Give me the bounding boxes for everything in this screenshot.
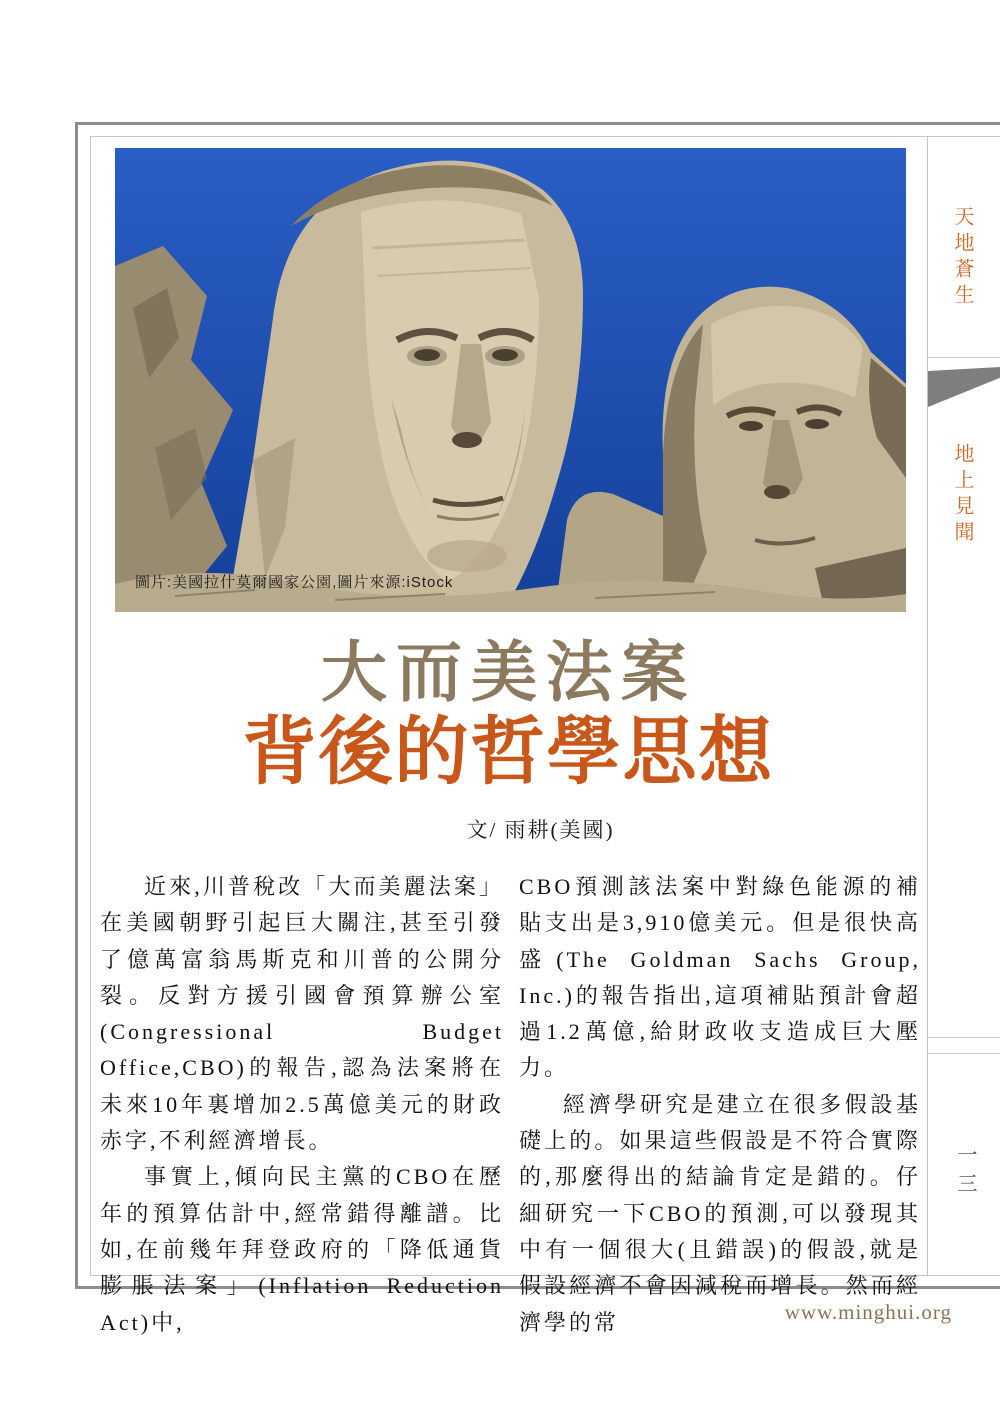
article-title-line1: 大而美法案: [321, 635, 696, 709]
paragraph: 事實上,傾向民主黨的CBO在歷年的預算估計中,經常錯得離譜。比如,在前幾年拜登政府的「降低通貨膨脹法案」(Inflation Reduction Act)中,: [100, 1164, 504, 1335]
article-photo: [115, 148, 906, 612]
sidebar-rule: [928, 1053, 1000, 1054]
photo-caption: 圖片:美國拉什莫爾國家公園,圖片來源:iStock: [135, 574, 454, 591]
sidebar-rule: [928, 1037, 1000, 1038]
text-column-left: [100, 869, 504, 1341]
article-title: [90, 633, 927, 793]
byline: 文/ 雨耕(美國): [466, 818, 615, 842]
text-column-right: [519, 869, 921, 1341]
page-number: 一三: [954, 1144, 976, 1202]
sidebar-divider-line: [927, 136, 928, 1276]
sidebar-rule: [928, 357, 1000, 358]
mount-rushmore-photo-art: [115, 148, 906, 612]
article-title-line2: 背後的哲學思想: [242, 710, 775, 793]
paragraph: 近來,川普稅改「大而美麗法案」在美國朝野引起巨大關注,甚至引發了億萬富翁馬斯克和川普的公開分裂。反對方援引國會預算辦公室(Congressional Budget Office,CBO)的報告,認為法案將在未來10年裏增加2.5萬億美元的財政赤字,不利經濟增長。: [100, 874, 504, 1154]
sidebar-section-label-top: 天地蒼生: [951, 206, 973, 310]
paragraph: 經濟學研究是建立在很多假設基礎上的。如果這些假設是不符合實際的,那麼得出的結論肯定是錯的。仔細研究一下CBO的預測,可以發現其中有一個很大(且錯誤)的假設,就是假設經濟不會因減稅而增長。然而經濟學的常: [519, 1091, 921, 1335]
footer-website-url: www.minghui.org: [784, 1300, 952, 1324]
sidebar-section-label-bottom: 地上見聞: [951, 443, 973, 547]
paragraph: CBO預測該法案中對綠色能源的補貼支出是3,910億美元。但是很快高盛(The Goldman Sachs Group, Inc.)的報告指出,這項補貼預計會超過1.2萬億,給財政收支造成巨大壓力。: [519, 874, 921, 1081]
